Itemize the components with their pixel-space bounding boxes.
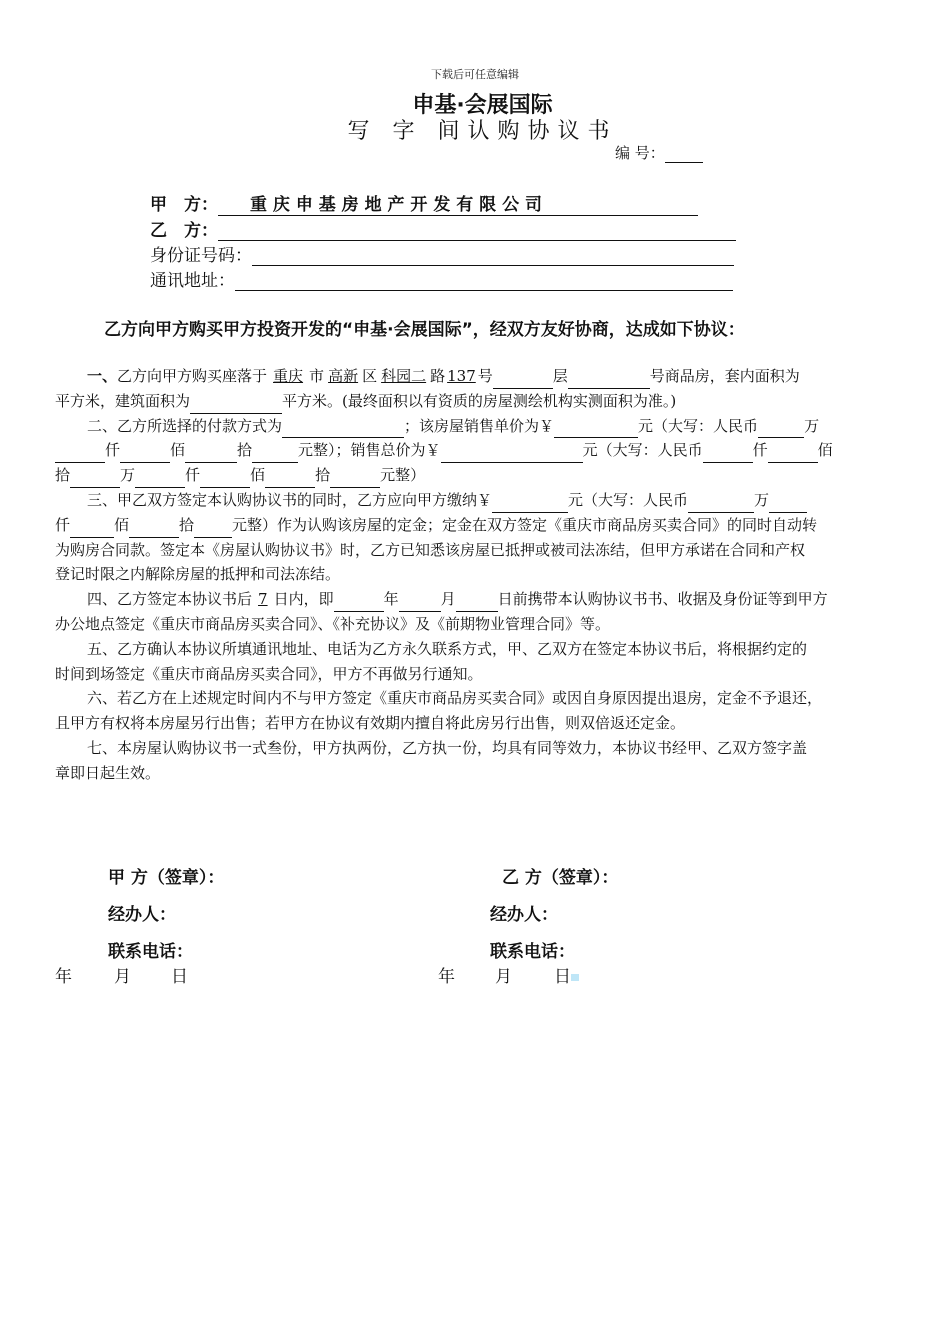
party-a-agent-label: 经办人： (108, 905, 176, 925)
id-label: 身份证号码： (150, 246, 252, 266)
blank[interactable] (769, 496, 807, 513)
party-b-agent-label: 经办人： (490, 905, 558, 925)
party-b-year: 年 (438, 967, 455, 987)
address-blank[interactable] (235, 274, 733, 291)
clause-2-line-2: 仟 佰 拾 元整）；销售总价为￥ 元（大写：人民币 仟 佰 (55, 438, 909, 463)
party-a-year: 年 (55, 967, 72, 987)
blank[interactable] (194, 521, 232, 538)
top-note: 下载后可任意编辑 (431, 68, 519, 81)
clause-1-line-2: 平方米，建筑面积为 平方米。(最终面积以有资质的房屋测绘机构实测面积为准。) (55, 389, 909, 414)
city-value: 重庆 (273, 367, 304, 385)
clause-5-number: 五、 (87, 639, 118, 658)
district-value: 高新 (328, 367, 359, 385)
party-a-day: 日 (171, 967, 188, 987)
intro-text: 乙方向甲方购买甲方投资开发的“申基·会展国际”，经双方友好协商，达成如下协议： (104, 320, 745, 340)
blank[interactable] (330, 471, 380, 488)
party-b-month: 月 (495, 967, 512, 987)
document-subtitle: 写 字 间认购协议书 (347, 119, 618, 144)
clause-1-line-1: 一、乙方向甲方购买座落于 重庆 市 高新 区 科园二 路 137 号 层 号商品房，套内面积为 (55, 364, 909, 389)
blank[interactable] (70, 471, 120, 488)
clause-6-line-2: 且甲方有权将本房屋另行出售；若甲方在协议有效期内擅自将此房另行出售，则双倍返还定金。 (55, 714, 686, 733)
clause-3-line-3: 为购房合同款。签定本《房屋认购协议书》时，乙方已知悉该房屋已抵押或被司法冻结，但甲方承诺在合同和产权 (55, 540, 806, 559)
id-row (150, 241, 734, 266)
total-price-blank[interactable] (441, 446, 583, 463)
building-area-blank[interactable] (190, 397, 282, 414)
blank[interactable] (703, 446, 753, 463)
blank[interactable] (70, 521, 114, 538)
blank[interactable] (265, 471, 315, 488)
road-value: 科园二 (381, 367, 427, 385)
party-b-label: 乙 方： (150, 221, 218, 241)
document-title: 申基·会展国际 (412, 93, 553, 118)
floor-blank[interactable] (493, 372, 553, 389)
clause-3-number: 三、 (87, 490, 118, 509)
blank[interactable] (185, 446, 237, 463)
days-value: 7 (258, 590, 268, 609)
clause-1-number: 一、 (87, 367, 118, 385)
payment-method-blank[interactable] (282, 421, 404, 438)
number-label: 编 号： (615, 144, 665, 162)
clause-4-number: 四、 (87, 590, 118, 609)
id-blank[interactable] (252, 249, 734, 266)
address-row (150, 266, 733, 291)
clause-2-line-3: 拾 万 仟 佰 拾 元整） (55, 463, 909, 488)
clauses-body (55, 364, 909, 786)
party-a-row (150, 190, 698, 216)
clause-2-number: 二、 (87, 416, 118, 435)
clause-3-line-2: 仟 佰 拾 元整）作为认购该房屋的定金；定金在双方签定《重庆市商品房买卖合同》的同时自动转 (55, 513, 909, 538)
party-b-seal-label: 乙 方（签章）： (502, 868, 619, 888)
unit-price-wan-blank[interactable] (758, 421, 804, 438)
document-number (615, 142, 703, 163)
blank[interactable] (688, 496, 754, 513)
month-blank[interactable] (399, 595, 441, 612)
party-a-month: 月 (114, 967, 131, 987)
clause-5-line-2: 时间到场签定《重庆市商品房买卖合同》，甲方不再做另行通知。 (55, 664, 483, 683)
year-blank[interactable] (334, 595, 384, 612)
blank[interactable] (768, 446, 818, 463)
party-a-label: 甲 方： (150, 195, 218, 215)
clause-7-line-1: 七、本房屋认购协议书一式叁份，甲方执两份，乙方执一份，均具有同等效力，本协议书经甲、乙双方签字盖 (87, 738, 808, 757)
party-b-phone-label: 联系电话： (490, 942, 575, 962)
clause-7-number: 七、 (87, 738, 118, 757)
blank[interactable] (200, 471, 250, 488)
day-blank[interactable] (456, 595, 498, 612)
blank[interactable] (55, 446, 105, 463)
house-number-value: 137 (447, 367, 476, 385)
party-a-phone-label: 联系电话： (108, 942, 193, 962)
party-b-day: 日 (554, 967, 571, 987)
clause-6-line-1: 六、若乙方在上述规定时间内不与甲方签定《重庆市商品房买卖合同》或因自身原因提出退房，定金不予退还， (87, 689, 823, 708)
party-a-date (55, 962, 188, 987)
blank[interactable] (252, 446, 298, 463)
blank[interactable] (129, 521, 179, 538)
clause-2-line-1: 二、乙方所选择的付款方式为 ；该房屋销售单价为￥ 元（大写：人民币 万 (55, 414, 909, 439)
room-blank[interactable] (568, 372, 650, 389)
deposit-blank[interactable] (492, 496, 568, 513)
address-label: 通讯地址： (150, 271, 235, 291)
unit-price-blank[interactable] (554, 421, 638, 438)
party-b-row (150, 216, 736, 241)
clause-3-line-1: 三、甲乙双方签定本认购协议书的同时，乙方应向甲方缴纳￥ 元（大写：人民币 万 (55, 488, 909, 513)
clause-6-number: 六、 (87, 689, 118, 708)
clause-3-line-4: 登记时限之内解除房屋的抵押和司法冻结。 (55, 565, 341, 584)
text-cursor-marker (571, 974, 579, 981)
number-blank[interactable] (665, 146, 703, 163)
clause-4-line-2: 办公地点签定《重庆市商品房买卖合同》、《补充协议》及《前期物业管理合同》等。 (55, 614, 611, 633)
blank[interactable] (120, 446, 170, 463)
party-a-value: 重 庆 申 基 房 地 产 开 发 有 限 公 司 (218, 190, 698, 216)
clause-7-line-2: 章即日起生效。 (55, 763, 161, 782)
party-b-blank[interactable] (218, 224, 736, 241)
party-a-seal-label: 甲 方（签章）： (108, 868, 225, 888)
blank[interactable] (135, 471, 185, 488)
clause-4-line-1: 四、乙方签定本协议书后 7 日内，即 年 月 日前携带本认购协议书书、收据及身份证等到甲方 (55, 587, 909, 612)
party-b-date (438, 962, 579, 987)
clause-5-line-1: 五、乙方确认本协议所填通讯地址、电话为乙方永久联系方式，甲、乙双方在签定本协议书后，将根据约定的 (87, 639, 808, 658)
